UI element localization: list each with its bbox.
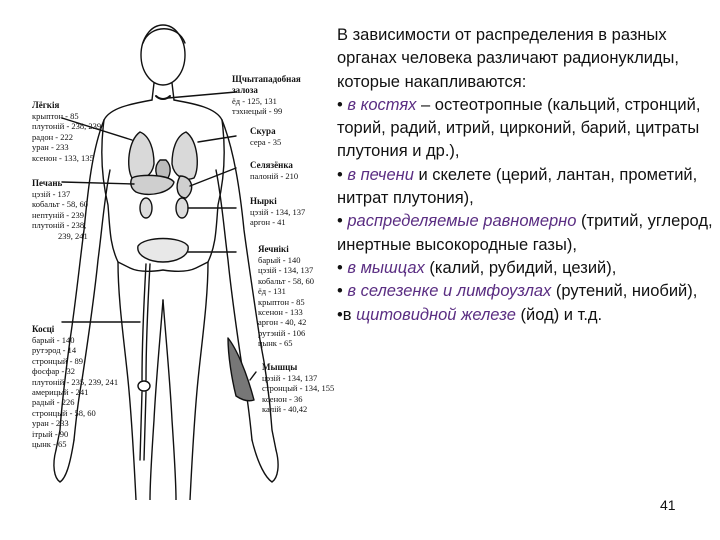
group-skin-list [250, 137, 281, 147]
list-item: плутоній - 238, 239 [32, 121, 102, 132]
list-item: цынк - 65 [32, 439, 67, 450]
list-item: ксенон - 36 [262, 393, 303, 404]
group-liver [32, 178, 88, 241]
right-leg-outline [190, 262, 208, 500]
body-diagram [0, 0, 335, 500]
list-item: барый - 140 [32, 335, 75, 345]
list-item: ёд - 131 [258, 286, 286, 297]
list-item: ксенон - 133, 135 [32, 152, 94, 163]
left-leg-outline [118, 262, 136, 500]
inner-leg-right [163, 300, 176, 500]
intro-paragraph: В зависимости от распределения в разных органах человека различают радионуклиды, которые накапливаются: [337, 26, 679, 91]
group-liver-list [32, 189, 88, 241]
list-item: кобальт - 58, 60 [32, 199, 88, 210]
list-item: цэзій - 134, 137 [262, 373, 318, 383]
bullet-highlight: в селезенке и лимфоузлах [347, 282, 552, 301]
list-item: тэхнецый - 99 [232, 106, 283, 117]
pelvis [138, 239, 188, 263]
list-item: калій - 40,42 [262, 404, 308, 415]
pointer-thyroid [168, 92, 236, 98]
group-kidneys-title: Ныркі [250, 196, 277, 206]
bullet-highlight: в мышцах [347, 258, 425, 277]
bullet-text: (тритий, углерод, инертные высокородные газы), [337, 212, 713, 254]
bullet-text: – остеотропные (кальций, стронций, торий, радий, итрий, цирконий, барий, цитраты плутония и др.), [337, 95, 701, 161]
spleen [177, 176, 192, 198]
left-kidney [140, 198, 152, 218]
list-item: барый - 140 [258, 255, 301, 265]
list-item: 239, 241 [58, 230, 88, 241]
right-lung [172, 132, 197, 179]
pointer-muscles [250, 372, 256, 380]
bullet-text: (рутений, ниобий), [551, 282, 698, 301]
group-muscles-title: Мышцы [262, 362, 298, 372]
list-item: уран - 233 [32, 418, 69, 429]
group-ovaries-title: Яечнікі [258, 244, 289, 254]
group-liver-title: Печань [32, 178, 63, 188]
group-spleen-title: Селязёнка [250, 160, 293, 170]
bullet-text: (калий, рубидий, цезий), [424, 258, 617, 277]
group-bones-list [32, 335, 118, 449]
bullet-prefix: • [337, 212, 348, 231]
list-item: аргон - 40, 42 [258, 317, 307, 328]
list-item: фосфар - 32 [32, 366, 75, 377]
group-spleen-list [250, 171, 298, 181]
liver [131, 175, 174, 194]
bullet-spleen [337, 280, 715, 303]
list-item: цэзій - 134, 137 [258, 265, 314, 276]
arm-muscle [228, 338, 254, 401]
text-block [337, 24, 715, 327]
group-bones [32, 324, 118, 449]
list-item: уран - 233 [32, 142, 69, 153]
group-muscles [262, 362, 334, 415]
list-item: палоній - 210 [250, 171, 299, 181]
right-hand-outline [252, 440, 278, 482]
bullet-highlight: распределяемые равномерно [347, 212, 577, 231]
bullet-text: и скелете (церий, лантан, прометий, нитрат плутония), [337, 165, 698, 208]
list-item: ксенон - 133 [258, 307, 303, 318]
group-skin [250, 126, 281, 147]
tibia-bone [140, 392, 146, 460]
bullet-highlight: щитовидной железе [356, 305, 516, 324]
bullet-highlight: в печени [347, 165, 414, 184]
group-kidneys [250, 196, 305, 228]
list-item: нептуній - 239 [32, 209, 85, 220]
group-ovaries [258, 244, 314, 349]
list-item: рутэрод - 14 [32, 345, 77, 356]
list-item: радый - 226 [32, 397, 75, 408]
group-skin-title: Скура [250, 126, 276, 136]
group-thyroid-title: Щчытападобная залоза [232, 74, 301, 95]
list-item: плутоній - 235, 239, 241 [32, 376, 119, 387]
bullet-bones [337, 94, 715, 164]
bullet-prefix: • [337, 258, 348, 277]
group-lungs [32, 100, 101, 163]
group-thyroid [232, 74, 312, 117]
bullet-liver [337, 164, 715, 211]
bullet-uniform [337, 210, 715, 257]
femur-bone [142, 264, 150, 380]
pointer-skin [198, 136, 236, 142]
group-ovaries-list [258, 255, 314, 349]
group-spleen [250, 160, 298, 181]
list-item: крыптон - 85 [32, 111, 79, 121]
list-item: кобальт - 58, 60 [258, 275, 314, 286]
right-kidney [176, 198, 188, 218]
list-item: стронцый - 89 [32, 355, 84, 366]
list-item: ёд - 125, 131 [232, 96, 277, 106]
list-item: цэзій - 137 [32, 189, 71, 199]
list-item: крыптон - 85 [258, 296, 305, 307]
group-kidneys-list [250, 207, 305, 228]
bullet-prefix: • [337, 165, 348, 184]
left-lung [129, 132, 154, 179]
list-item: плутоній - 238, [32, 220, 87, 231]
group-lungs-list [32, 111, 101, 163]
bullet-prefix: • [337, 282, 348, 301]
bullet-prefix: • [337, 95, 348, 114]
inner-leg-left [150, 300, 163, 500]
list-item: ітрый - 90 [32, 428, 69, 439]
list-item: сера - 35 [250, 137, 282, 147]
bullet-thyroid [337, 304, 715, 327]
bullet-prefix: •в [337, 305, 357, 324]
list-item: рутэній - 106 [258, 327, 306, 338]
bullet-highlight: в костях [347, 95, 417, 114]
bullet-text: (йод) и т.д. [515, 305, 603, 324]
group-lungs-title: Лёгкія [32, 100, 60, 110]
list-item: цынк - 65 [258, 338, 293, 349]
list-item: радон - 222 [32, 131, 73, 142]
list-item: аргон - 41 [250, 217, 286, 228]
group-muscles-list [262, 373, 334, 415]
list-item: стронцый - 134, 155 [262, 383, 335, 394]
list-item: цэзій - 134, 137 [250, 207, 306, 217]
list-item: стронцый - 58, 60 [32, 407, 96, 418]
group-thyroid-list [232, 96, 312, 117]
list-item: америцый - 241 [32, 387, 89, 398]
bullet-muscles [337, 257, 715, 280]
knee-joint [138, 381, 150, 391]
group-bones-title: Косці [32, 324, 55, 334]
page-number: 41 [660, 497, 676, 513]
